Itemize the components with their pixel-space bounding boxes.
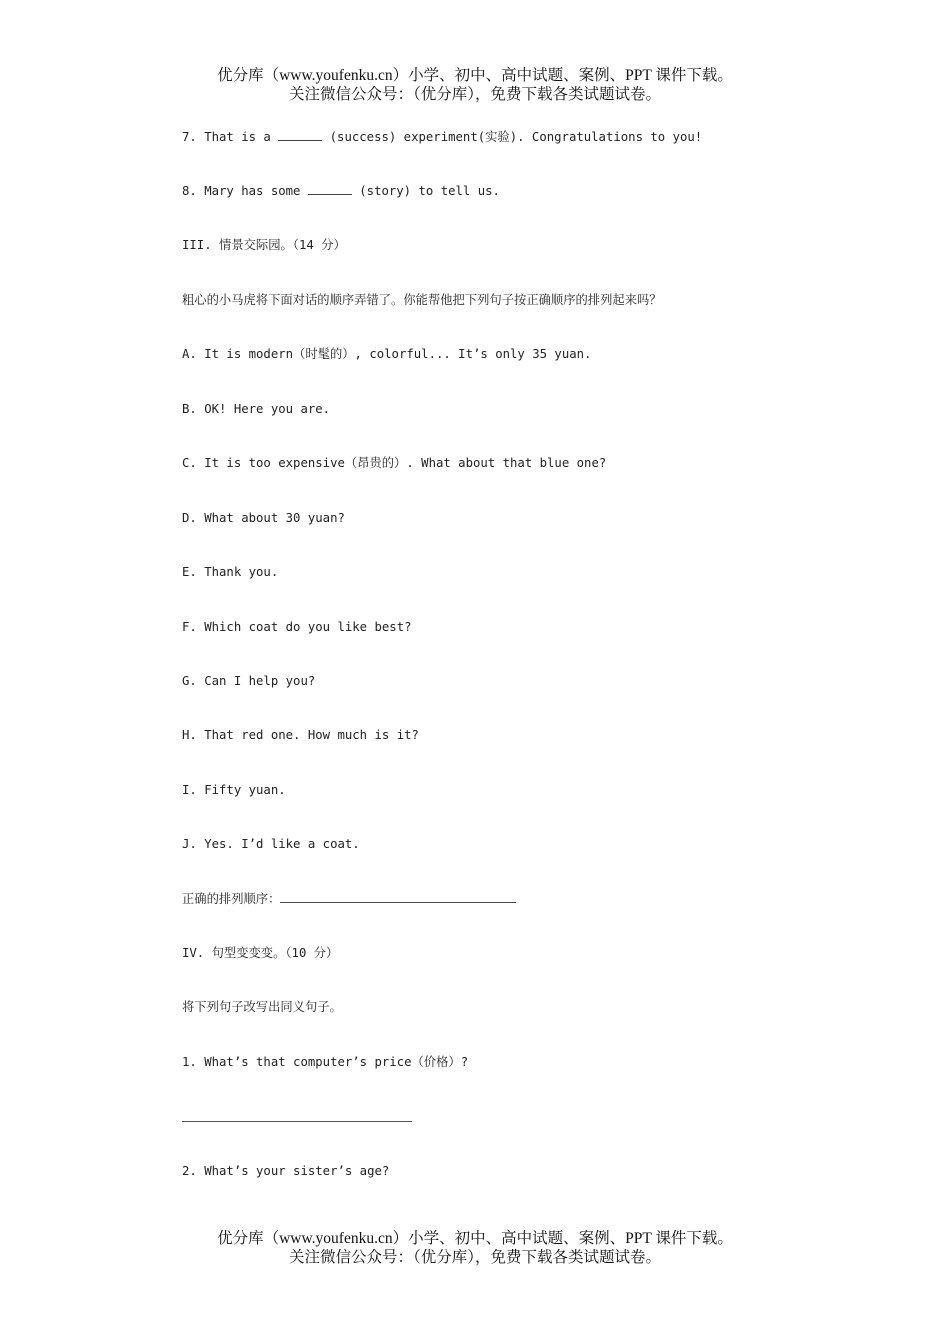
answer-order-label: 正确的排列顺序：	[182, 892, 281, 906]
question-7-prefix: 7. That is a	[182, 130, 279, 144]
option-i: I. Fifty yuan.	[182, 783, 286, 797]
question-8-blank[interactable]	[308, 183, 352, 195]
section-4-instruction: 将下列句子改写出同义句子。	[182, 1000, 342, 1014]
option-b: B. OK! Here you are.	[182, 402, 331, 416]
question-7-blank[interactable]	[278, 129, 322, 141]
question-7-suffix: (success) experiment(实验). Congratulations to you!	[322, 130, 703, 144]
answer-order	[182, 891, 516, 907]
rewrite-question-2: 2. What’s your sister’s age?	[182, 1164, 390, 1178]
question-7	[182, 129, 702, 145]
section-3-title: III. 情景交际园。（14 分）	[182, 238, 346, 252]
section-3-instruction: 粗心的小马虎将下面对话的顺序弄错了。你能帮他把下列句子按正确顺序的排列起来吗？	[182, 293, 662, 307]
question-8	[182, 183, 500, 199]
question-8-suffix: (story) to tell us.	[351, 184, 500, 198]
page-header	[0, 66, 950, 104]
option-c: C. It is too expensive（昂贵的）. What about that blue one?	[182, 456, 607, 470]
header-line-2: 关注微信公众号：（优分库），免费下载各类试题试卷。	[288, 86, 661, 103]
rewrite-question-1: 1. What’s that computer’s price（价格）?	[182, 1055, 469, 1069]
option-h: H. That red one. How much is it?	[182, 728, 419, 742]
option-g: G. Can I help you?	[182, 674, 316, 688]
footer-line-2: 关注微信公众号：（优分库），免费下载各类试题试卷。	[288, 1249, 661, 1266]
page-footer	[0, 1229, 950, 1267]
option-a: A. It is modern（时髦的）, colorful... It’s only 35 yuan.	[182, 347, 592, 361]
option-e: E. Thank you.	[182, 565, 279, 579]
option-d: D. What about 30 yuan?	[182, 511, 345, 525]
rewrite-answer-1-line[interactable]	[182, 1121, 412, 1122]
section-4-title: IV. 句型变变变。（10 分）	[182, 946, 339, 960]
question-8-prefix: 8. Mary has some	[182, 184, 308, 198]
option-j: J. Yes. I’d like a coat.	[182, 837, 360, 851]
answer-order-blank[interactable]	[280, 891, 516, 903]
footer-line-1: 优分库（www.youfenku.cn）小学、初中、高中试题、案例、PPT 课件下载。	[217, 1230, 733, 1247]
option-f: F. Which coat do you like best?	[182, 620, 412, 634]
header-line-1: 优分库（www.youfenku.cn）小学、初中、高中试题、案例、PPT 课件下载。	[217, 67, 733, 84]
